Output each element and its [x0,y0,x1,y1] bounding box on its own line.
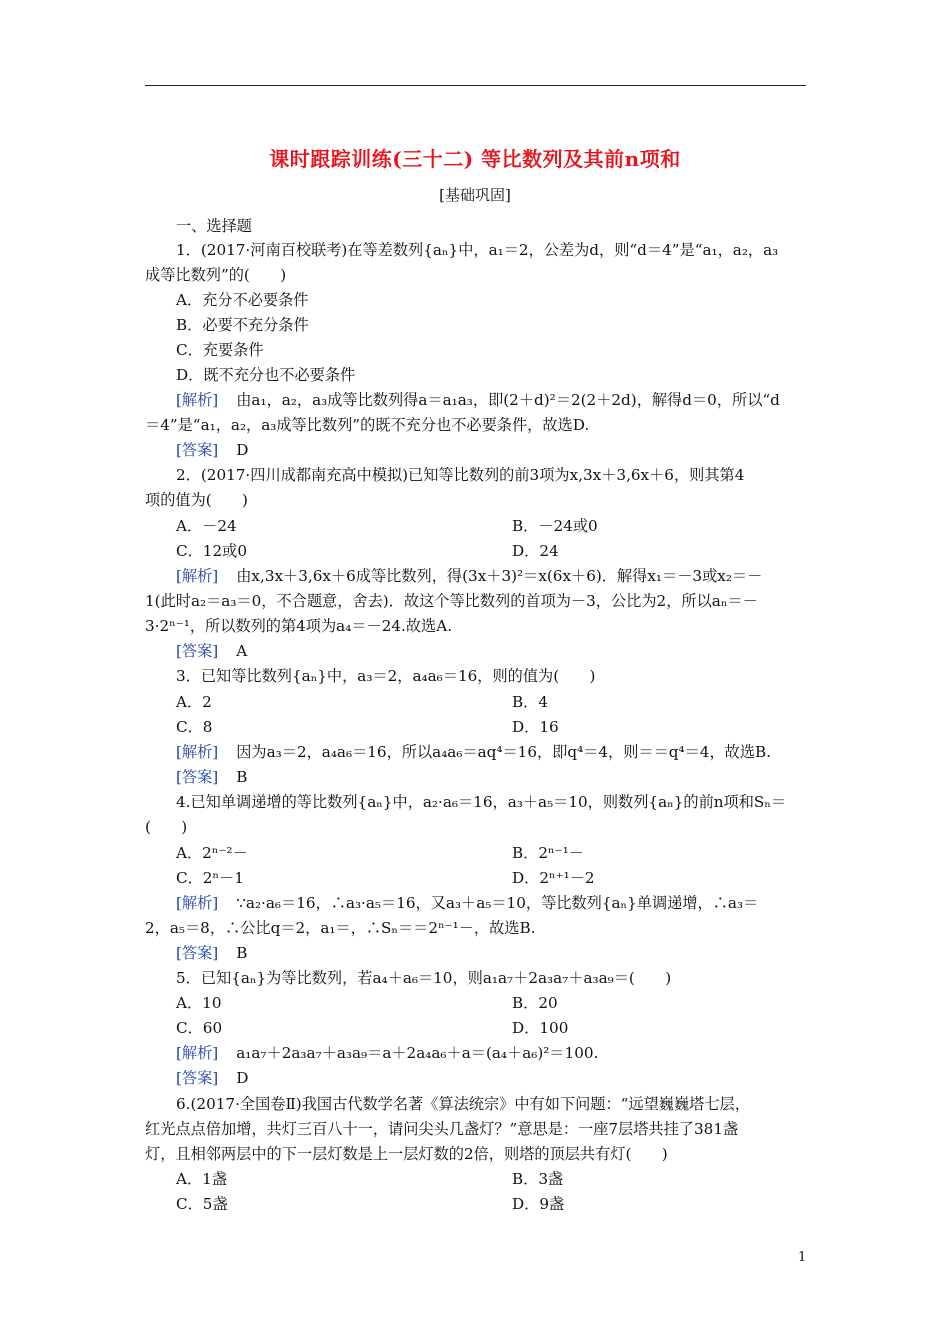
q1-option-a: A．充分不必要条件 [176,291,309,309]
section-subtitle: [基础巩固] [439,186,511,204]
q5-analysis-line1: [解析] a₁a₇＋2a₃a₇＋a₃a₉＝a＋2a₄a₆＋a＝(a₄＋a₆)²＝100. [176,1044,599,1062]
q4-option-c: C．2ⁿ－1 [176,869,244,887]
q5-option-b: B．20 [512,994,558,1012]
q6-stem-line1: 6.(2017·全国卷Ⅱ)我国古代数学名著《算法统宗》中有如下问题：“远望巍巍塔七层， [176,1095,750,1113]
q2-analysis-line1: [解析] 由x,3x＋3,6x＋6成等比数列，得(3x＋3)²＝x(6x＋6)．解得x₁＝－3或x₂＝－ [176,567,763,585]
page-title: 课时跟踪训练(三十二) 等比数列及其前n项和 [269,147,681,171]
q5-option-d: D．100 [512,1019,569,1037]
q4-analysis-line1: [解析] ∵a₂·a₆＝16，∴a₃·a₅＝16，又a₃＋a₅＝10，等比数列{aₙ}单调递增，∴a₃＝ [176,894,759,912]
q2-analysis-line3: 3·2ⁿ⁻¹，所以数列的第4项为a₄＝－24.故选A. [145,617,453,635]
analysis-tag: [解析] [176,743,219,761]
q4-option-b: B．2ⁿ⁻¹－ [512,844,584,862]
q6-option-b: B．3盏 [512,1170,564,1188]
q3-option-b: B．4 [512,693,549,711]
q2-stem-line1: 2．(2017·四川成都南充高中模拟)已知等比数列的前3项为x,3x＋3,6x＋6，则其第4 [176,466,745,484]
q1-option-d: D．既不充分也不必要条件 [176,366,356,384]
answer-tag: [答案] [176,768,219,786]
q4-option-d: D．2ⁿ⁺¹－2 [512,869,595,887]
q6-stem-line3: 灯，且相邻两层中的下一层灯数是上一层灯数的2倍，则塔的顶层共有灯( ) [145,1145,668,1163]
analysis-tag: [解析] [176,567,219,585]
q2-option-d: D．24 [512,542,559,560]
q2-stem-line2: 项的值为( ) [145,491,248,509]
q5-option-c: C．60 [176,1019,223,1037]
header-rule [145,85,806,86]
analysis-tag: [解析] [176,391,219,409]
q6-option-d: D．9盏 [512,1195,565,1213]
q2-option-c: C．12或0 [176,542,247,560]
q2-option-a: A．－24 [176,517,237,535]
q5-answer: [答案] D [176,1069,249,1087]
q3-option-c: C．8 [176,718,213,736]
q2-analysis-line2: 1(此时a₂＝a₃＝0，不合题意，舍去)．故这个等比数列的首项为－3，公比为2，所以aₙ＝－ [145,592,758,610]
q1-option-c: C．充要条件 [176,341,264,359]
q1-answer: [答案] D [176,441,249,459]
q6-option-c: C．5盏 [176,1195,228,1213]
q1-analysis-line2: ＝4”是“a₁，a₂，a₃成等比数列”的既不充分也不必要条件，故选D. [145,416,590,434]
analysis-tag: [解析] [176,1044,219,1062]
q1-stem-line2: 成等比数列”的( ) [145,266,287,284]
q2-answer: [答案] A [176,642,248,660]
analysis-tag: [解析] [176,894,219,912]
q4-stem-line2: ( ) [145,818,188,836]
page-number: 1 [798,1250,807,1265]
q3-option-a: A．2 [176,693,212,711]
q4-option-a: A．2ⁿ⁻²－ [176,844,248,862]
q2-option-b: B．－24或0 [512,517,598,535]
q3-analysis-line1: [解析] 因为a₃＝2，a₄a₆＝16，所以a₄a₆＝aq⁴＝16，即q⁴＝4，则＝＝q⁴＝4，故选B. [176,743,772,761]
q1-option-b: B．必要不充分条件 [176,316,309,334]
answer-tag: [答案] [176,944,219,962]
answer-tag: [答案] [176,642,219,660]
q3-option-d: D．16 [512,718,559,736]
q3-stem-line1: 3．已知等比数列{aₙ}中，a₃＝2，a₄a₆＝16，则的值为( ) [176,667,596,685]
q6-option-a: A．1盏 [176,1170,228,1188]
q4-analysis-line2: 2，a₅＝8，∴公比q＝2，a₁＝，∴Sₙ＝＝2ⁿ⁻¹－，故选B. [145,919,536,937]
q6-stem-line2: 红光点点倍加增，共灯三百八十一，请问尖头几盏灯？”意思是：一座7层塔共挂了381盏 [145,1120,739,1138]
q3-answer: [答案] B [176,768,248,786]
q1-analysis-line1: [解析] 由a₁，a₂，a₃成等比数列得a＝a₁a₃，即(2＋d)²＝2(2＋2d)，解得d＝0，所以“d [176,391,780,409]
answer-tag: [答案] [176,441,219,459]
q4-stem-line1: 4.已知单调递增的等比数列{aₙ}中，a₂·a₆＝16，a₃＋a₅＝10，则数列{aₙ}的前n项和Sₙ＝ [176,793,787,811]
answer-tag: [答案] [176,1069,219,1087]
q1-stem-line1: 1．(2017·河南百校联考)在等差数列{aₙ}中，a₁＝2，公差为d，则“d＝4”是“a₁，a₂，a₃ [176,241,779,259]
q5-option-a: A．10 [176,994,222,1012]
q5-stem-line1: 5．已知{aₙ}为等比数列，若a₄＋a₆＝10，则a₁a₇＋2a₃a₇＋a₃a₉＝( ) [176,969,672,987]
section-heading: 一、选择题 [176,217,252,235]
q4-answer: [答案] B [176,944,248,962]
